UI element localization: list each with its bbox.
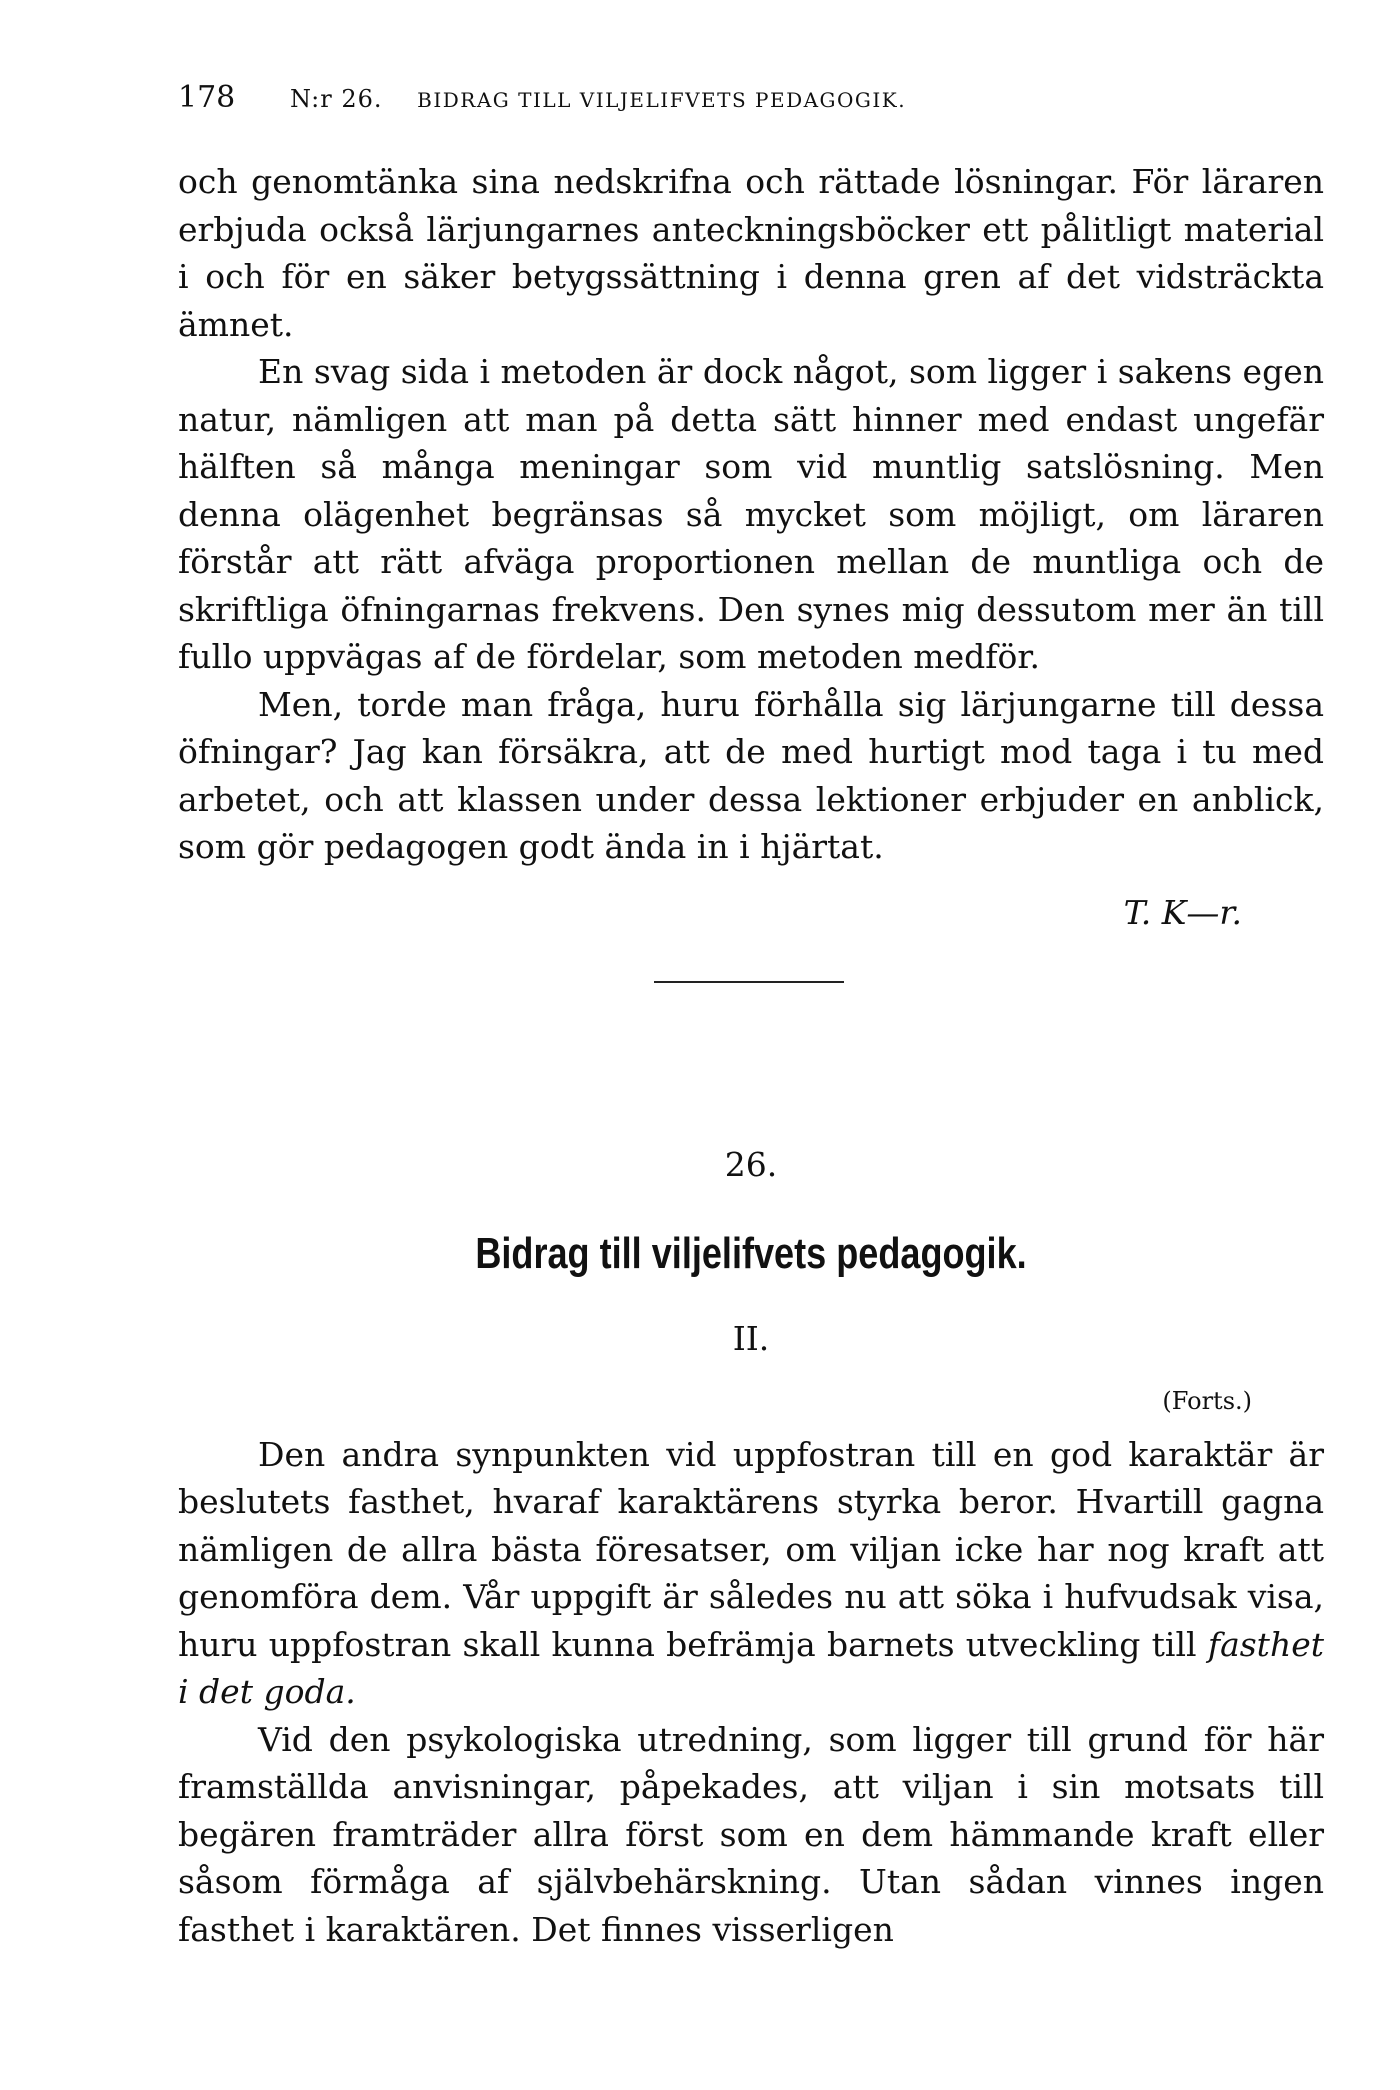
running-title bbox=[290, 85, 906, 113]
page-number: 178 bbox=[178, 80, 236, 115]
article-number: N:r 26. bbox=[290, 85, 383, 113]
article-title: Bidrag till viljelifvets pedagogik. bbox=[475, 1228, 1027, 1278]
body-paragraph bbox=[178, 1431, 1324, 1716]
running-head bbox=[178, 80, 1324, 120]
previous-article-paragraph: och genomtänka sina nedskrifna och rättade lösningar. För läraren erbjuda också lärjungarnes anteckningsböcker ett pålitligt material i och för en säker betygssättning i denna gren af det vidsträckta ämnet. bbox=[178, 162, 1324, 344]
previous-article-paragraph: En svag sida i metoden är dock något, som ligger i sakens egen natur, nämligen att man på detta sätt hinner med endast ungefär hälften så många meningar som vid muntlig satslösning. Men denna olägenhet begränsas så mycket som möjligt, om läraren förstår att rätt afväga proportionen mellan de muntliga och de skriftliga öfningarnas frekvens. Den synes mig dessutom mer än till fullo uppvägas af de fördelar, som metoden medför. bbox=[178, 352, 1324, 676]
part-number: II. bbox=[732, 1318, 770, 1358]
body-paragraph: Vid den psykologiska utredning, som ligger till grund för här framställda anvisningar, påpekades, att viljan i sin motsats till begären framträder allra först som en dem hämmande kraft eller såsom förmåga af självbehärskning. Utan sådan vinnes ingen fasthet i karaktären. Det finnes visserligen bbox=[178, 1719, 1324, 1949]
book-page bbox=[178, 80, 1324, 1953]
body-paragraph-text: Den andra synpunkten vid uppfostran till en god karaktär är beslutets fasthet, hvaraf karaktärens styrka beror. Hvartill gagna nämligen de allra bästa föresatser, om viljan icke har nog kraft att genomföra dem. Vår uppgift är således nu att söka i hufvudsak visa, huru uppfostran skall kunna befrämja barnets utveckling till bbox=[178, 1434, 1324, 1664]
section-divider bbox=[654, 981, 844, 983]
running-title-text: BIDRAG TILL VILJELIFVETS PEDAGOGIK. bbox=[417, 88, 907, 112]
author-signature: T. K—r. bbox=[1123, 892, 1242, 932]
previous-article-paragraph: Men, torde man fråga, huru förhålla sig lärjungarne till dessa öfningar? Jag kan försäkra, att de med hurtigt mod taga i tu med arbetet, och att klassen under dessa lektioner erbjuder en anblick, som gör pedagogen godt ända in i hjärtat. bbox=[178, 684, 1324, 866]
emphasized-phrase: fasthet i det goda. bbox=[178, 1624, 1324, 1711]
article-number-heading: 26. bbox=[724, 1144, 778, 1184]
continued-note: (Forts.) bbox=[1162, 1386, 1252, 1415]
